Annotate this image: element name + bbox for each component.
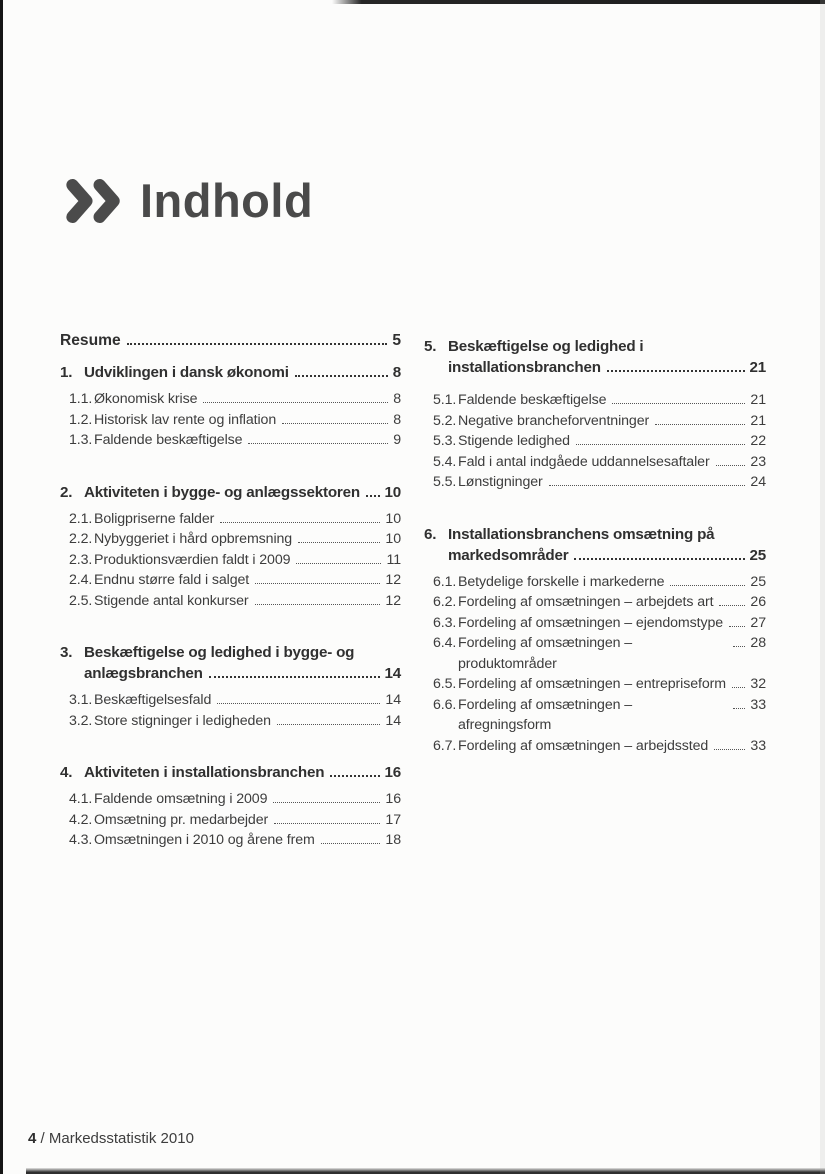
toc-section xyxy=(424,524,766,757)
toc-entry-page-number: 18 xyxy=(385,832,401,848)
toc-entry-label: Fordeling af omsætningen – entrepriseform xyxy=(458,676,726,692)
toc-section-heading xyxy=(60,482,401,503)
toc-section-page-number: 25 xyxy=(749,546,766,564)
toc-entry xyxy=(424,613,766,634)
toc-section-page-number: 16 xyxy=(384,764,401,781)
footer-separator: / xyxy=(36,1130,49,1147)
leader-dots xyxy=(733,708,745,709)
toc-section-heading-line1 xyxy=(424,336,766,357)
toc-entry-page-number: 33 xyxy=(750,737,766,754)
toc-section-heading-line2 xyxy=(60,663,401,684)
toc-entry-page-number: 8 xyxy=(393,391,401,407)
leader-dots xyxy=(277,724,380,725)
toc-entry-page-number: 5 xyxy=(392,332,401,349)
toc-entry xyxy=(60,332,401,350)
toc-entry xyxy=(424,411,766,432)
leader-dots xyxy=(574,558,744,560)
toc-entry xyxy=(60,830,401,851)
leader-dots xyxy=(295,375,388,377)
toc-entry-number: 5.2. xyxy=(433,412,457,429)
toc-section-number: 4. xyxy=(60,764,73,781)
leader-dots xyxy=(716,465,746,466)
toc-entry-number: 5.3. xyxy=(433,433,457,449)
toc-entry xyxy=(424,572,766,593)
leader-dots xyxy=(607,370,745,372)
toc-section xyxy=(60,762,401,851)
toc-entry xyxy=(424,431,766,452)
toc-entry-label: Endnu større fald i salget xyxy=(94,572,250,588)
toc-entry xyxy=(60,591,401,612)
toc-section-title: Beskæftigelse og ledighed i xyxy=(448,338,644,355)
toc-entry-page-number: 11 xyxy=(386,551,401,568)
toc-entry-number: 6.5. xyxy=(433,676,457,692)
leader-dots xyxy=(714,749,745,750)
toc-entry-page-number: 21 xyxy=(750,392,766,408)
leader-dots xyxy=(220,522,380,523)
leader-dots xyxy=(366,495,380,497)
toc-entry xyxy=(424,390,766,411)
toc-column-left xyxy=(60,332,401,882)
toc-entry-number: 3.2. xyxy=(69,712,93,729)
toc-section xyxy=(60,362,401,451)
toc-section-title-continued: markedsområder xyxy=(448,546,569,564)
scan-edge-bottom xyxy=(26,1168,825,1174)
toc-entry-label: Store stigninger i ledigheden xyxy=(94,712,271,729)
toc-entry xyxy=(60,550,401,571)
leader-dots xyxy=(248,443,388,444)
toc-entry-label: Faldende omsætning i 2009 xyxy=(94,791,268,807)
toc-section xyxy=(60,482,401,612)
leader-dots xyxy=(298,542,380,543)
toc-entry xyxy=(60,529,401,550)
toc-entry-page-number: 24 xyxy=(750,474,766,490)
toc-entry-number: 6.1. xyxy=(433,573,457,590)
toc-entry-number: 2.2. xyxy=(69,531,93,547)
toc-entry-number: 2.1. xyxy=(69,510,93,527)
toc-section-heading xyxy=(60,762,401,783)
leader-dots xyxy=(209,676,380,678)
leader-dots xyxy=(732,687,745,688)
toc-entry-number: 4.3. xyxy=(69,832,93,848)
toc-entry-number: 1.3. xyxy=(69,432,93,448)
footer-doc-title: Markedsstatistik 2010 xyxy=(48,1130,194,1147)
toc-entry xyxy=(424,695,766,736)
toc-entry xyxy=(60,810,401,831)
toc-section-page-number: 21 xyxy=(749,359,766,376)
toc-subsection-list xyxy=(424,390,766,493)
page-title: Indhold xyxy=(140,174,314,227)
toc-section-heading-line2 xyxy=(424,357,766,378)
toc-entry-label: Fald i antal indgåede uddannelsesaftaler xyxy=(458,453,710,470)
toc-section-page-number: 14 xyxy=(384,665,401,682)
toc-entry-number: 6.7. xyxy=(433,737,457,754)
leader-dots xyxy=(282,423,388,424)
toc-section-title: Udviklingen i dansk økonomi xyxy=(84,364,289,381)
toc-entry-label: Nybyggeriet i hård opbremsning xyxy=(94,531,293,547)
toc-entry xyxy=(424,736,766,757)
toc-entry-page-number: 32 xyxy=(750,676,766,692)
toc-subsection-list xyxy=(60,789,401,851)
toc-section-title: Aktiviteten i bygge- og anlægssektoren xyxy=(84,483,360,501)
double-chevron-right-icon xyxy=(64,176,124,226)
toc-entry-page-number: 22 xyxy=(750,433,766,449)
toc-entry-page-number: 21 xyxy=(750,412,766,429)
toc-entry-label: Omsætning pr. medarbejder xyxy=(94,811,269,828)
leader-dots xyxy=(612,403,745,404)
toc-entry-page-number: 28 xyxy=(750,635,766,651)
toc-section xyxy=(60,642,401,731)
page-footer xyxy=(28,1130,194,1147)
toc-subsection-list xyxy=(60,389,401,451)
toc-entry-label: Faldende beskæftigelse xyxy=(458,392,607,408)
toc-entry xyxy=(60,570,401,591)
toc-entry-page-number: 23 xyxy=(750,453,766,470)
toc-section-number: 6. xyxy=(424,525,437,543)
toc-entry xyxy=(424,674,766,695)
toc-entry-page-number: 17 xyxy=(385,811,401,828)
toc-subsection-list xyxy=(60,509,401,612)
leader-dots xyxy=(274,823,380,824)
leader-dots xyxy=(127,343,388,345)
toc-entry xyxy=(60,789,401,810)
toc-entry-label: Historisk lav rente og inflation xyxy=(94,411,277,428)
toc-entry-label: Negative brancheforventninger xyxy=(458,412,650,429)
toc-entry-label: Fordeling af omsætningen – produktområder xyxy=(458,635,633,672)
toc-entry-label: Fordeling af omsætningen – afregningsform xyxy=(458,696,633,733)
toc-entry-page-number: 14 xyxy=(385,692,401,708)
toc-section-heading xyxy=(60,362,401,383)
toc-section-title: Beskæftigelse og ledighed i bygge- og xyxy=(84,644,355,661)
toc-entry-page-number: 16 xyxy=(385,791,401,807)
page-header xyxy=(64,176,313,226)
toc-entry-page-number: 25 xyxy=(750,573,766,590)
toc-entry-label: Fordeling af omsætningen – arbejdssted xyxy=(458,737,709,754)
toc-entry xyxy=(60,690,401,711)
leader-dots xyxy=(321,843,381,844)
toc-section-title-continued: installationsbranchen xyxy=(448,359,601,376)
toc-entry-number: 6.2. xyxy=(433,594,457,610)
leader-dots xyxy=(255,604,381,605)
footer-page-number: 4 xyxy=(28,1130,37,1147)
toc-entry-number: 6.6. xyxy=(433,696,457,713)
toc-section-title-continued: anlægsbranchen xyxy=(84,665,203,682)
toc-entry xyxy=(60,389,401,410)
leader-dots xyxy=(255,583,380,584)
toc-entry xyxy=(424,472,766,493)
scan-edge-left xyxy=(0,0,3,1174)
leader-dots xyxy=(576,444,746,445)
leader-dots xyxy=(655,424,745,425)
toc-entry-label: Lønstigninger xyxy=(458,474,543,490)
toc-entry-label: Stigende ledighed xyxy=(458,433,570,449)
toc-entry-label: Faldende beskæftigelse xyxy=(94,432,243,448)
leader-dots xyxy=(273,802,380,803)
toc-entry xyxy=(424,452,766,473)
toc-entry-number: 5.1. xyxy=(433,392,457,408)
toc-section-number: 5. xyxy=(424,338,437,355)
toc-entry-page-number: 26 xyxy=(750,594,766,610)
toc-entry-label: Fordeling af omsætningen – arbejdets art xyxy=(458,594,714,610)
toc-section-heading-line2 xyxy=(424,545,766,566)
toc-subsection-list xyxy=(60,690,401,731)
toc-entry-label: Produktionsværdien faldt i 2009 xyxy=(94,551,291,568)
toc-column-right xyxy=(424,332,766,787)
toc-section-heading-line1 xyxy=(424,524,766,545)
toc-entry-label: Betydelige forskelle i markederne xyxy=(458,573,665,590)
toc-entry-number: 6.3. xyxy=(433,614,457,631)
toc-entry-number: 2.3. xyxy=(69,551,93,568)
toc-entry xyxy=(60,509,401,530)
leader-dots xyxy=(719,605,745,606)
toc-entry-page-number: 8 xyxy=(393,411,401,428)
toc-subsection-list xyxy=(424,572,766,757)
toc-entry-page-number: 12 xyxy=(385,592,401,609)
toc-entry-label: Beskæftigelsesfald xyxy=(94,692,212,708)
toc-entry-label: Stigende antal konkurser xyxy=(94,592,249,609)
toc-section-title: Installationsbranchens omsætning på xyxy=(448,525,715,543)
toc-entry xyxy=(60,410,401,431)
toc-entry-page-number: 10 xyxy=(385,531,401,547)
toc-entry-label: Økonomisk krise xyxy=(94,391,198,407)
toc-entry-number: 4.2. xyxy=(69,811,93,828)
toc-entry-label: Boligpriserne falder xyxy=(94,510,215,527)
toc-entry xyxy=(424,592,766,613)
toc-entry-number: 1.1. xyxy=(69,391,93,407)
toc-entry-page-number: 27 xyxy=(750,614,766,631)
toc-entry-number: 3.1. xyxy=(69,692,93,708)
toc-entry-page-number: 12 xyxy=(385,572,401,588)
toc-section-number: 3. xyxy=(60,644,73,661)
toc-section-number: 2. xyxy=(60,483,73,501)
toc-entry-number: 2.4. xyxy=(69,572,93,588)
scan-edge-top xyxy=(332,0,825,4)
leader-dots xyxy=(549,485,746,486)
scan-edge-right xyxy=(820,0,825,1174)
leader-dots xyxy=(330,775,379,777)
toc-entry-label: Resume xyxy=(60,332,121,349)
toc-entry-label: Omsætningen i 2010 og årene frem xyxy=(94,832,315,848)
toc-section-heading-line1 xyxy=(60,642,401,663)
toc-section-page-number: 10 xyxy=(384,483,401,501)
leader-dots xyxy=(670,585,745,586)
toc-entry-label: Fordeling af omsætningen – ejendomstype xyxy=(458,614,724,631)
toc-entry-page-number: 10 xyxy=(385,510,401,527)
toc-entry-page-number: 33 xyxy=(750,696,766,713)
toc-entry-page-number: 14 xyxy=(385,712,401,729)
toc-entry-standalone xyxy=(60,332,401,350)
toc-section xyxy=(424,336,766,493)
toc-entry-number: 6.4. xyxy=(433,635,457,651)
leader-dots xyxy=(217,703,380,704)
toc-entry-number: 5.4. xyxy=(433,453,457,470)
toc-entry xyxy=(60,711,401,732)
toc-entry xyxy=(60,430,401,451)
leader-dots xyxy=(203,402,388,403)
toc-entry-number: 1.2. xyxy=(69,411,93,428)
leader-dots xyxy=(733,646,745,647)
toc-entry-number: 2.5. xyxy=(69,592,93,609)
toc-section-page-number: 8 xyxy=(392,364,401,381)
toc-entry-number: 4.1. xyxy=(69,791,93,807)
toc-entry-page-number: 9 xyxy=(393,432,401,448)
toc-entry xyxy=(424,633,766,674)
leader-dots xyxy=(729,626,745,627)
leader-dots xyxy=(296,563,381,564)
toc-entry-number: 5.5. xyxy=(433,474,457,490)
toc-section-title: Aktiviteten i installationsbranchen xyxy=(84,764,325,781)
toc-section-number: 1. xyxy=(60,364,73,381)
